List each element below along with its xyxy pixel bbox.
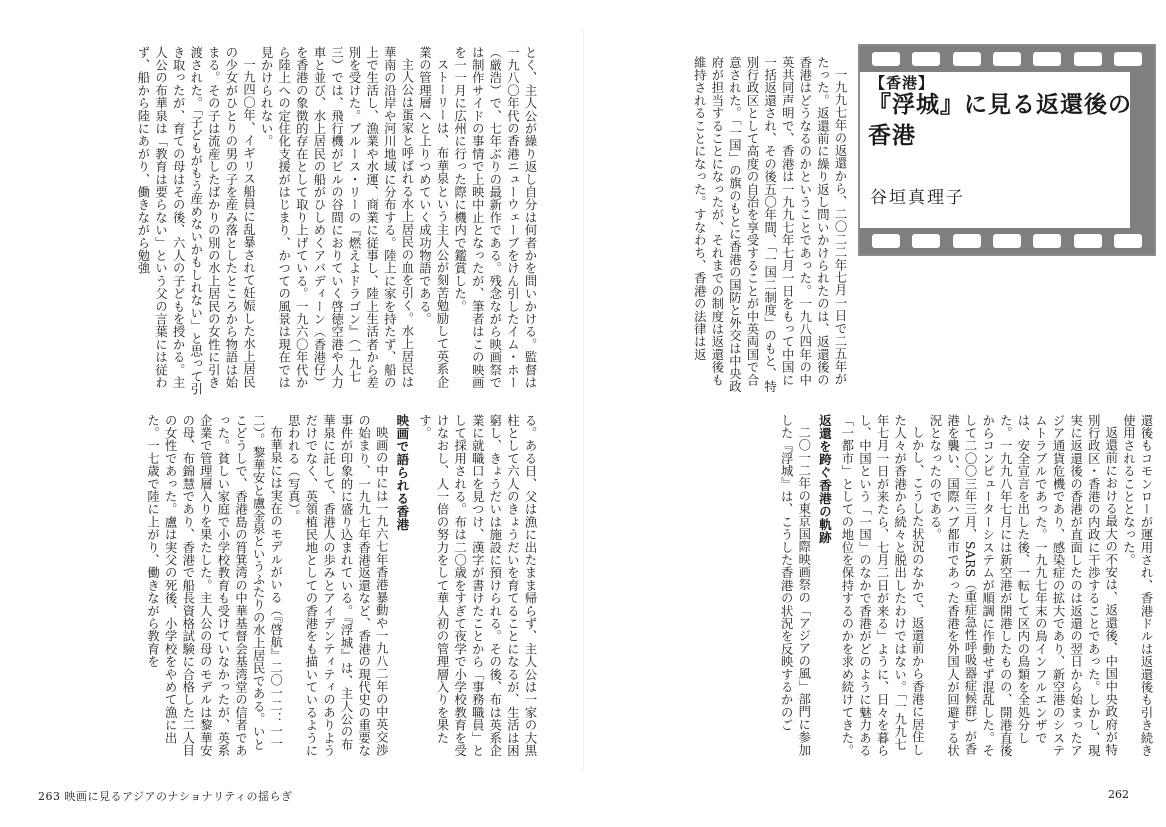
section-heading: 返還を跨ぐ香港の軌跡 [817,414,833,544]
article-region-tag: 【香港】 [870,74,935,92]
paragraph: る。ある日、父は漁に出たまま帰らず、主人公は一家の大黒柱として六人のきょうだいを育てることになるが、生活は困窮し、きょうだいは施設に預けられる。その後、布は英系企業に就職口を見つけ、漢字が書けたことから「事務職員」として採用される。布は二〇歳をすぎて夜学で小学校教育を受けなおし、人一倍の努力をして華人初の管理層入りを果たす。 [417,414,537,757]
paragraph: 一九九七年の返還から、二〇二二年七月一日で二五年がたった。返還前に繰り返し問いかけられたのは、返還後の香港はどうなるのかということであった。一九八四年の中英共同声明で、香港は一九九七年七月一日をもって中国に一括返還され、その後五〇年間、「一国二制度」のもと、特別行政区として高度の自治を享受することが中英両国で合意された。「一国」の旗のもとに香港の国防と外交は中央政府が担当することになったが、それまでの制度は返還後も維持されることになった。すなわち、香港の法律は返 [692,56,847,393]
paragraph: しかし、こうした状況のなかで、返還前から香港に居住した人々が香港から続々と脱出したわけではない。「一九九七年七月一日が来たら、七月二日が来る」ように、日々を暮らし、中国という「一国」のなかで香港がどのように魅力ある「一都市」としての地位を保持するのかを求め続けてきた。 [839,414,925,757]
paragraph: とく、主人公が繰り返し自分は何者かを問いかける。監督は一九八〇年代の香港ニューウェーブをけん引したイム・ホー（厳浩）で、七年ぶりの最新作である。残念ながら映画祭では制作サイドの事情で上映中止となったが、筆者はこの映画を一一月に広州に行った際に機内で鑑賞した。 [452,46,537,389]
page-number: 262 [1108,788,1129,801]
gutter-divider [583,30,584,770]
article-title: 『浮城』に見る返還後の香港 [868,92,1132,149]
paragraph: 主人公は蛋家と呼ばれる水上居民の血を引く。水上居民は華南の沿岸や河川地域に分布する。陸上に家を持たず、船の上で生活し、漁業や水運、商業に従事し、陸上生活者から差別を受けた。ブルース・リーの『燃えよドラゴン』（一九七三）では、飛行機がビルの谷間におりていく啓徳空港や人力車と並び、水上居民の船がひしめくアバディーン（香港仔）を香港の象徴的存在として取り上げている。一九六〇年代から陸上への定住化支援がはじまり、かつての風景は現在では見かけられない。 [259,46,414,389]
paragraph: 布華泉には実在のモデルがいる（『啓航』二〇一二：一一二）。黎華安と盧金泉というふたりの水上居民である。いとこどうしで、香港島の筲箕湾の中華基督会基湾堂の信者であった。貧しい家庭で小学校教育も受けていなかったが、英系企業で管理層入りを果たした。主人公の母のモデルは黎華安の母、布錦慧であり、香港で船長資格試験に合格した二人目の女性であった。盧は実父の死後、小学校をやめて漁に出た。一七歳で陸に上がり、働きながら教育を [145,414,283,757]
paragraph: 還後もコモンローが運用され、香港ドルは返還後も引き続き使用されることとなった。 [1121,414,1153,757]
right-page-footer [1108,788,1129,801]
paragraph: 一九四〇年、イギリス船員に乱暴されて妊娠した水上居民の少女がひとりの男の子を産み落としたところから物語は始まる。その子は流産したばかりの別の水上居民の女性に引き渡された。「子どもがもう産めないかもしれない」と思って引き取ったが、育ての母はその後、六人の子どもを授かる。主人公の布華泉は「教育は要らない」という父の言葉には従わず、船から陸にあがり、働きながら勉強 [135,46,256,396]
page-number: 263 [38,790,61,803]
article-author: 谷垣真理子 [870,188,965,208]
section-heading: 映画で語られる香港 [394,414,410,531]
running-title: 映画に見るアジアのナショナリティの揺らぎ [64,790,293,803]
left-page-bottom-text [38,414,538,758]
paragraph: ストーリーは、布華泉という主人公が刻苦勉励して英系企業の管理層へと上りつめていく成功物語である。 [417,46,450,389]
paragraph: 二〇一二年の東京国際映画祭の「アジアの風」部門に参加した『浮城』は、こうした香港の状況を反映するかのご [779,414,811,757]
film-strip-bottom [860,228,1154,254]
right-page-top-text [640,56,848,398]
right-page-bottom-text [622,414,1154,758]
left-page-top-text [38,46,538,398]
left-page-footer [38,788,293,804]
paragraph: 返還前における最大の不安は、返還後、中国中央政府が特別行政区・香港の内政に干渉することであった。しかし、現実に返還後の香港が直面したのは返還の翌日から始まったアジア通貨危機であり、感染症の拡大であり、新空港のシステムトラブルであった。一九九七年末の鳥インフルエンザでは、安全宣言を出した後、一転して区内の鳥類を全処分した。一九九八年七月には新空港が開港したものの、開港直後からコンピューターシステムが順調に作動せず混乱した。そして二〇〇三年三月、SARS（重症急性呼吸器症候群）が香港を襲い、国際ハブ都市であった香港を外国人が回避する状況となったのである。 [927,414,1118,757]
film-strip-top [860,46,1154,72]
paragraph: 映画の中には一九六七年香港暴動や一九八二年の中英交渉の始まり、一九九七年香港返還など、香港の現代史の重要な事件が印象的に盛り込まれている。『浮城』は、主人公の布華泉に託して、香港人の歩みとアイデンティティのありようだけでなく、英領植民地としての香港をも描いているように思われる（写真）。 [286,414,389,757]
